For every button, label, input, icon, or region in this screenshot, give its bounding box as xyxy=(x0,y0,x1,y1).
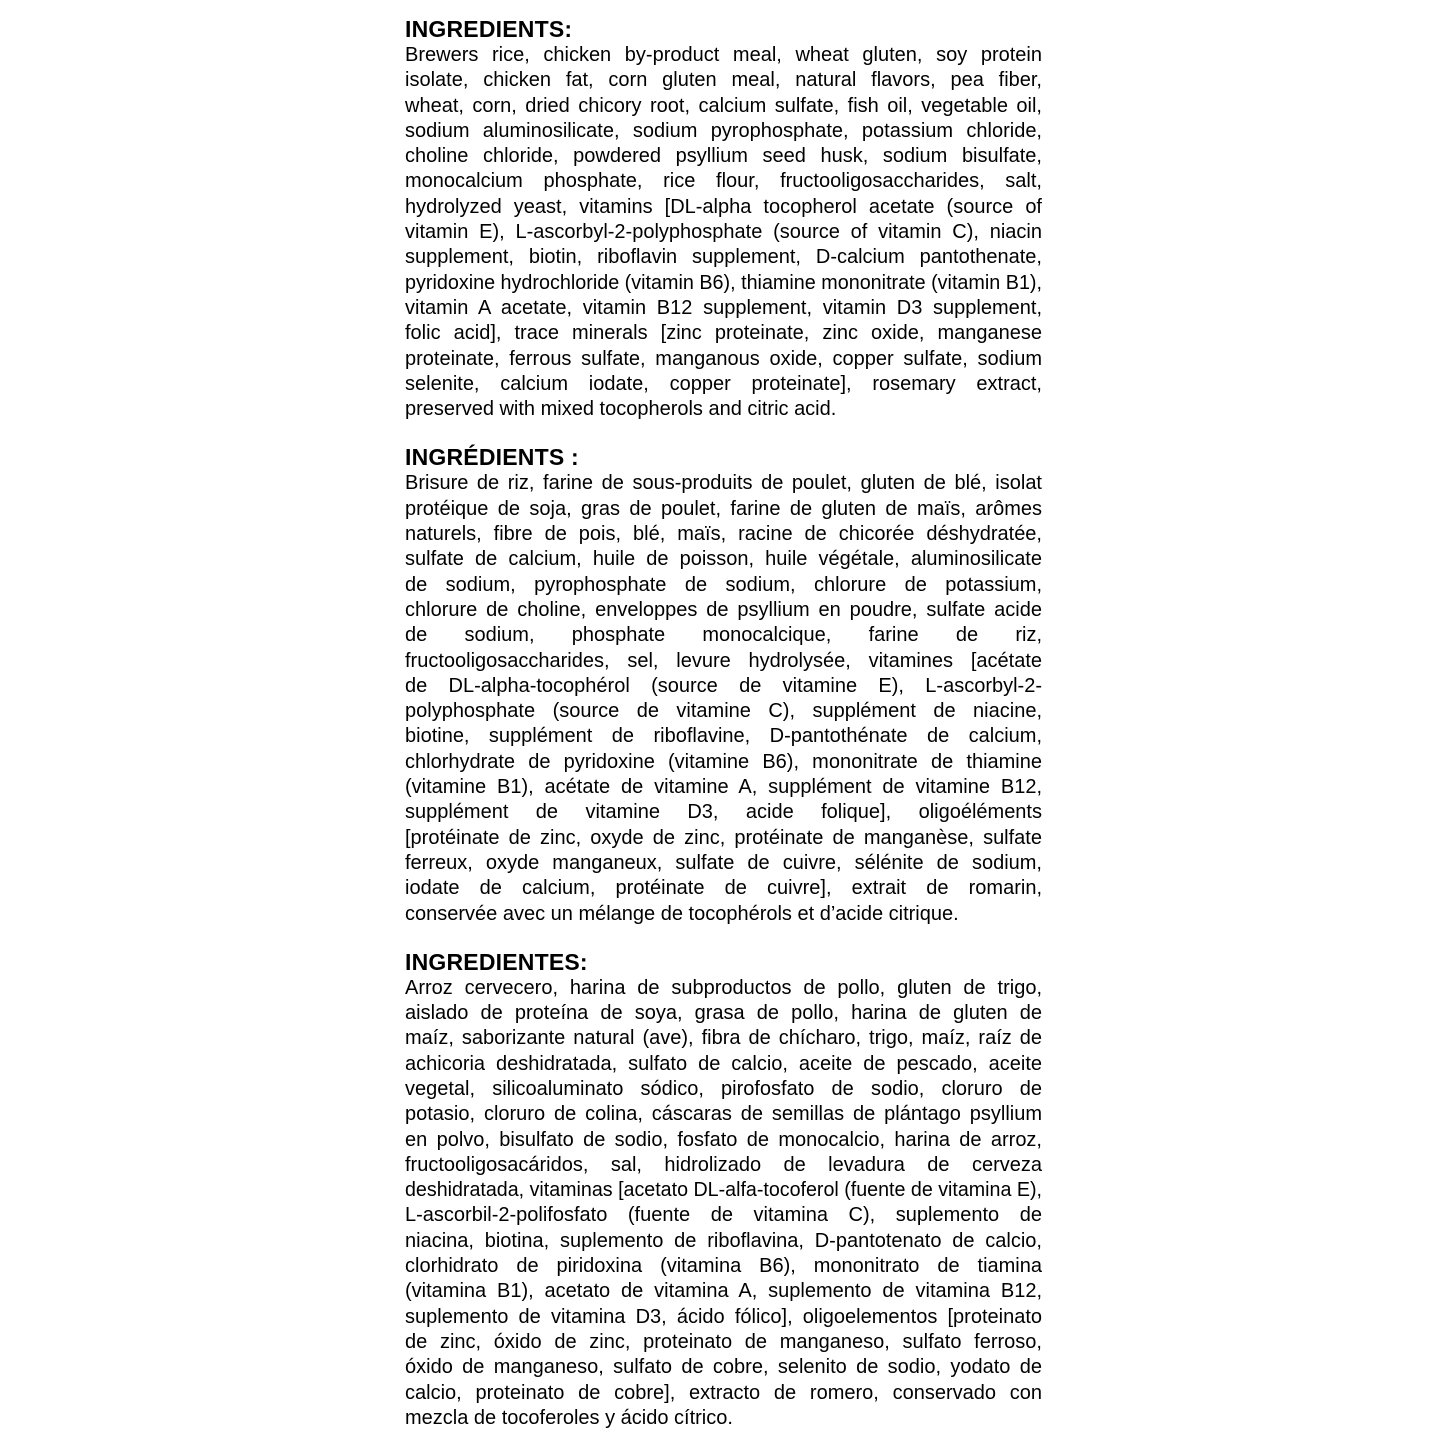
ingredients-text-line xyxy=(405,1102,1042,1127)
ingredients-text-line xyxy=(405,547,1042,572)
ingredients-text-line xyxy=(405,1001,1042,1026)
ingredients-text: calcio, proteinato de cobre], extracto de romero, conservado con xyxy=(405,1381,1042,1404)
ingredients-text-line xyxy=(405,598,1042,623)
ingredients-text: supplément de vitamine D3, acide folique], oligoéléments xyxy=(405,801,1042,824)
ingredients-text-line xyxy=(405,699,1042,724)
ingredients-text: vitamin E), L-ascorbyl-2-polyphosphate (source of vitamin C), niacin xyxy=(405,221,1042,244)
ingredients-text-line xyxy=(405,902,1042,927)
ingredients-text-line xyxy=(405,1254,1042,1279)
ingredients-text: óxido de manganeso, sulfato de cobre, selenito de sodio, yodato de xyxy=(405,1356,1042,1379)
ingredients-text-line xyxy=(405,471,1042,496)
ingredients-text: polyphosphate (source de vitamine C), supplément de niacine, xyxy=(405,700,1042,723)
ingredients-text: de sodium, pyrophosphate de sodium, chlorure de potassium, xyxy=(405,573,1042,596)
ingredients-text-line xyxy=(405,195,1042,220)
ingredients-text: en polvo, bisulfato de sodio, fosfato de monocalcio, harina de arroz, xyxy=(405,1128,1042,1151)
ingredients-text-line xyxy=(405,271,1042,296)
ingredients-text: monocalcium phosphate, rice flour, fructooligosaccharides, salt, xyxy=(405,170,1042,193)
ingredients-text: deshidratada, vitaminas [acetato DL-alfa-tocoferol (fuente de vitamina E), xyxy=(405,1179,1042,1202)
ingredients-text-line xyxy=(405,68,1042,93)
section-body xyxy=(405,43,1042,422)
ingredients-text-line xyxy=(405,522,1042,547)
ingredients-text-line xyxy=(405,649,1042,674)
ingredients-text: sulfate de calcium, huile de poisson, huile végétale, aluminosilicate xyxy=(405,548,1042,571)
ingredients-text-line xyxy=(405,724,1042,749)
ingredients-text-line xyxy=(405,1355,1042,1380)
ingredients-section-ingredients-es xyxy=(405,949,1042,1431)
ingredients-text: sodium aluminosilicate, sodium pyrophosphate, potassium chloride, xyxy=(405,119,1042,142)
ingredients-text-line xyxy=(405,826,1042,851)
ingredients-text-line xyxy=(405,573,1042,598)
ingredients-text-line xyxy=(405,321,1042,346)
section-heading: INGREDIENTES: xyxy=(405,948,588,975)
ingredients-text: [protéinate de zinc, oxyde de zinc, protéinate de manganèse, sulfate xyxy=(405,826,1042,849)
ingredients-section-ingredients-fr xyxy=(405,444,1042,926)
ingredients-text: protéique de soja, gras de poulet, farine de gluten de maïs, arômes xyxy=(405,497,1042,520)
ingredients-text: conservée avec un mélange de tocophérols et d’acide citrique. xyxy=(405,902,959,925)
ingredients-text: isolate, chicken fat, corn gluten meal, natural flavors, pea fiber, xyxy=(405,69,1042,92)
ingredients-text: maíz, saborizante natural (ave), fibra de chícharo, trigo, maíz, raíz de xyxy=(405,1027,1042,1050)
ingredients-text: proteinate, ferrous sulfate, manganous oxide, copper sulfate, sodium xyxy=(405,347,1042,370)
ingredients-text-line xyxy=(405,94,1042,119)
ingredients-text: chlorhydrate de pyridoxine (vitamine B6), mononitrate de thiamine xyxy=(405,750,1042,773)
ingredients-text-line xyxy=(405,1026,1042,1051)
ingredients-text-line xyxy=(405,43,1042,68)
ingredients-text: vegetal, silicoaluminato sódico, pirofosfato de sodio, cloruro de xyxy=(405,1077,1042,1100)
ingredients-text-line xyxy=(405,1178,1042,1203)
ingredients-text-line xyxy=(405,347,1042,372)
ingredients-text-line xyxy=(405,220,1042,245)
ingredients-text: Brisure de riz, farine de sous-produits de poulet, gluten de blé, isolat xyxy=(405,472,1042,495)
ingredients-text: de sodium, phosphate monocalcique, farine de riz, xyxy=(405,624,1042,647)
ingredients-text-line xyxy=(405,372,1042,397)
ingredients-text: fructooligosaccharides, sel, levure hydrolysée, vitamines [acétate xyxy=(405,649,1042,672)
ingredients-text-line xyxy=(405,775,1042,800)
ingredients-text-line xyxy=(405,1052,1042,1077)
ingredients-text-line xyxy=(405,750,1042,775)
ingredients-text: pyridoxine hydrochloride (vitamin B6), thiamine mononitrate (vitamin B1), xyxy=(405,271,1042,294)
ingredients-text: suplemento de vitamina D3, ácido fólico], oligoelementos [proteinato xyxy=(405,1305,1042,1328)
ingredients-text: L-ascorbil-2-polifosfato (fuente de vitamina C), suplemento de xyxy=(405,1204,1042,1227)
ingredients-text-line xyxy=(405,1077,1042,1102)
ingredients-text-line xyxy=(405,397,1042,422)
ingredients-text-line xyxy=(405,1203,1042,1228)
ingredients-text: fructooligosacáridos, sal, hidrolizado de levadura de cerveza xyxy=(405,1153,1042,1176)
section-body xyxy=(405,471,1042,926)
ingredients-text: Arroz cervecero, harina de subproductos de pollo, gluten de trigo, xyxy=(405,976,1042,999)
ingredients-text: (vitamina B1), acetato de vitamina A, suplemento de vitamina B12, xyxy=(405,1280,1042,1303)
section-heading: INGREDIENTS: xyxy=(405,16,573,42)
ingredients-text-line xyxy=(405,674,1042,699)
ingredients-text: potasio, cloruro de colina, cáscaras de semillas de plántago psyllium xyxy=(405,1103,1042,1126)
ingredients-text-line xyxy=(405,1279,1042,1304)
ingredients-text: niacina, biotina, suplemento de riboflavina, D-pantotenato de calcio, xyxy=(405,1229,1042,1252)
ingredients-text: supplement, biotin, riboflavin supplement, D-calcium pantothenate, xyxy=(405,246,1042,269)
ingredients-text-line xyxy=(405,800,1042,825)
ingredients-text: iodate de calcium, protéinate de cuivre], extrait de romarin, xyxy=(405,877,1042,900)
ingredients-text-line xyxy=(405,1406,1042,1431)
ingredients-text-line xyxy=(405,876,1042,901)
ingredients-text: de DL-alpha-tocophérol (source de vitamine E), L-ascorbyl-2- xyxy=(405,674,1042,697)
ingredients-text: achicoria deshidratada, sulfato de calcio, aceite de pescado, aceite xyxy=(405,1052,1042,1075)
ingredients-label xyxy=(405,16,1042,1431)
ingredients-text-line xyxy=(405,497,1042,522)
ingredients-text: vitamin A acetate, vitamin B12 supplement, vitamin D3 supplement, xyxy=(405,296,1042,319)
ingredients-text-line xyxy=(405,245,1042,270)
ingredients-text-line xyxy=(405,119,1042,144)
ingredients-text: Brewers rice, chicken by-product meal, wheat gluten, soy protein xyxy=(405,44,1042,66)
ingredients-text: biotine, supplément de riboflavine, D-pantothénate de calcium, xyxy=(405,725,1042,748)
ingredients-text-line xyxy=(405,1153,1042,1178)
ingredients-text-line xyxy=(405,169,1042,194)
ingredients-text: naturels, fibre de pois, blé, maïs, racine de chicorée déshydratée, xyxy=(405,523,1042,546)
ingredients-text: mezcla de tocoferoles y ácido cítrico. xyxy=(405,1406,733,1429)
ingredients-text-line xyxy=(405,1381,1042,1406)
ingredients-text: clorhidrato de piridoxina (vitamina B6), mononitrato de tiamina xyxy=(405,1255,1042,1278)
ingredients-text: wheat, corn, dried chicory root, calcium sulfate, fish oil, vegetable oil, xyxy=(405,94,1042,117)
ingredients-section-ingredients-en xyxy=(405,16,1042,422)
ingredients-text-line xyxy=(405,1229,1042,1254)
section-body xyxy=(405,976,1042,1431)
ingredients-text-line xyxy=(405,1305,1042,1330)
ingredients-text: folic acid], trace minerals [zinc proteinate, zinc oxide, manganese xyxy=(405,322,1042,345)
ingredients-text: preserved with mixed tocopherols and citric acid. xyxy=(405,398,837,421)
ingredients-text-line xyxy=(405,1330,1042,1355)
ingredients-text: ferreux, oxyde manganeux, sulfate de cuivre, sélénite de sodium, xyxy=(405,851,1042,874)
ingredients-text: choline chloride, powdered psyllium seed husk, sodium bisulfate, xyxy=(405,145,1042,168)
ingredients-text-line xyxy=(405,1128,1042,1153)
ingredients-text-line xyxy=(405,623,1042,648)
ingredients-text: aislado de proteína de soya, grasa de pollo, harina de gluten de xyxy=(405,1002,1042,1025)
section-heading: INGRÉDIENTS : xyxy=(405,444,579,471)
ingredients-text-line xyxy=(405,296,1042,321)
ingredients-text-line xyxy=(405,976,1042,1001)
ingredients-text: (vitamine B1), acétate de vitamine A, supplément de vitamine B12, xyxy=(405,776,1042,799)
ingredients-text: hydrolyzed yeast, vitamins [DL-alpha tocopherol acetate (source of xyxy=(405,195,1042,218)
ingredients-text: chlorure de choline, enveloppes de psyllium en poudre, sulfate acide xyxy=(405,598,1042,621)
ingredients-text: de zinc, óxido de zinc, proteinato de manganeso, sulfato ferroso, xyxy=(405,1330,1042,1353)
ingredients-text: selenite, calcium iodate, copper proteinate], rosemary extract, xyxy=(405,372,1042,395)
ingredients-text-line xyxy=(405,144,1042,169)
ingredients-text-line xyxy=(405,851,1042,876)
